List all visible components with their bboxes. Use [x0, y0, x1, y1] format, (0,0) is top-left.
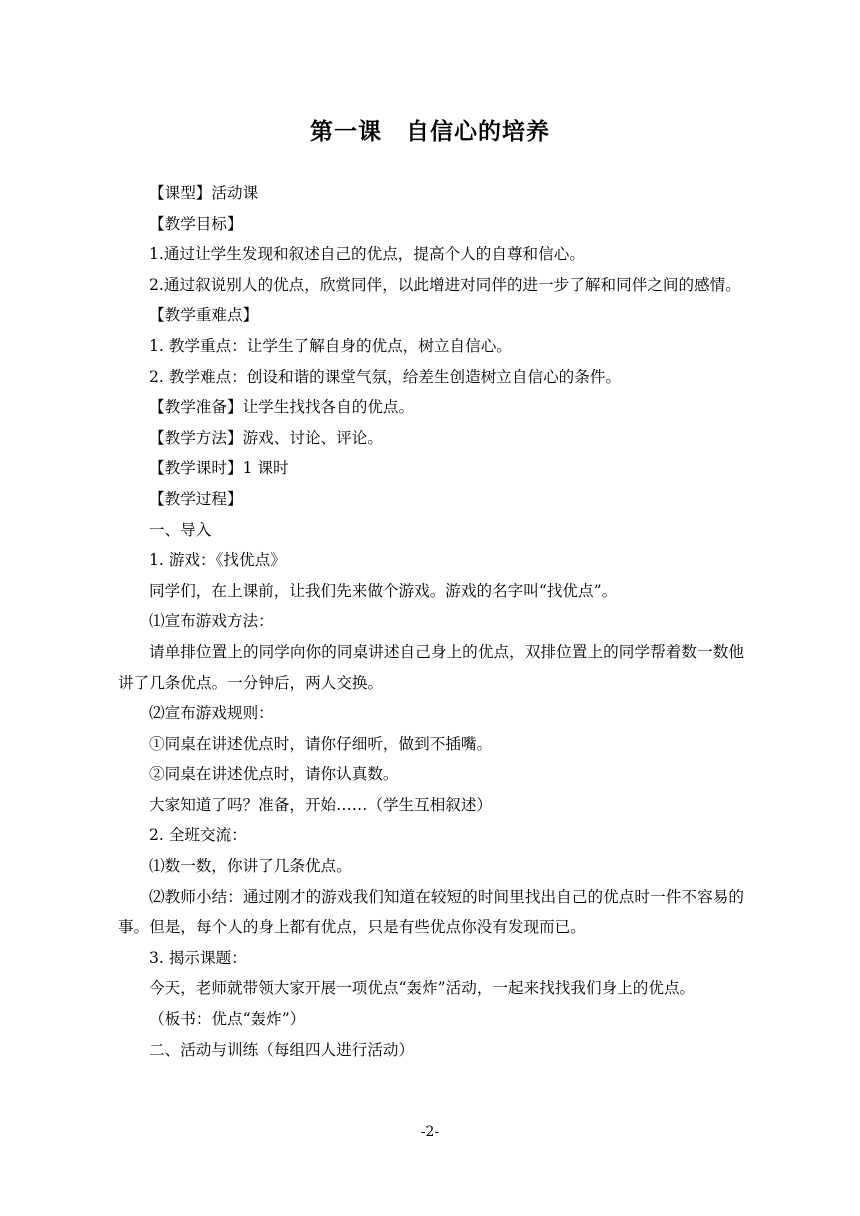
paragraph-difficult-point: 2. 教学难点：创设和谐的课堂气氛，给差生创造树立自信心的条件。 [149, 367, 622, 386]
paragraph-game-title: 1. 游戏：《找优点》 [149, 551, 286, 570]
paragraph-preparation: 【教学准备】让学生找找各自的优点。 [149, 398, 415, 417]
paragraph-key-points-heading: 【教学重难点】 [149, 306, 259, 325]
paragraph-game-rules-heading: ⑵宣布游戏规则： [149, 704, 274, 723]
paragraph-reveal-topic: 3. 揭示课题： [149, 948, 247, 967]
paragraph-game-intro: 同学们，在上课前，让我们先来做个游戏。游戏的名字叫“找优点”。 [149, 581, 618, 600]
page-number: -2- [420, 1124, 440, 1140]
document-body [118, 178, 744, 1065]
paragraph-lesson-type: 【课型】活动课 [149, 184, 259, 202]
page-title: 第一课 自信心的培养 [310, 119, 550, 145]
paragraph-objective-2: 2.通过叙说别人的优点，欣赏同伴，以此增进对同伴的进一步了解和同伴之间的感情。 [149, 275, 741, 294]
paragraph-methods: 【教学方法】游戏、讨论、评论。 [149, 428, 383, 447]
paragraph-objective-1: 1.通过让学生发现和叙述自己的优点，提高个人的自尊和信心。 [149, 245, 585, 264]
paragraph-class-exchange: 2. 全班交流： [149, 826, 247, 845]
paragraph-game-start: 大家知道了吗？准备，开始……（学生互相叙述） [149, 795, 493, 814]
paragraph-rule-2: ②同桌在讲述优点时，请你认真数。 [149, 765, 399, 784]
paragraph-rule-1: ①同桌在讲述优点时，请你仔细听，做到不插嘴。 [149, 734, 493, 753]
paragraph-class-hours: 【教学课时】1 课时 [149, 459, 289, 478]
paragraph-section-activity: 二、活动与训练（每组四人进行活动） [149, 1040, 415, 1059]
paragraph-game-method: 请单排位置上的同学向你的同桌讲述自己身上的优点，双排位置上的同学帮着数一数他讲了几条优点。一分钟后，两人交换。 [118, 642, 744, 692]
paragraph-section-intro: 一、导入 [149, 520, 212, 539]
paragraph-blackboard: （板书：优点“轰炸”） [149, 1010, 306, 1029]
paragraph-count: ⑴数一数，你讲了几条优点。 [149, 857, 352, 876]
paragraph-key-point: 1. 教学重点：让学生了解自身的优点，树立自信心。 [149, 336, 512, 355]
paragraph-teacher-summary: ⑵教师小结：通过刚才的游戏我们知道在较短的时间里找出自己的优点时一件不容易的事。但是，每个人的身上都有优点，只是有些优点你没有发现而已。 [118, 887, 744, 937]
paragraph-game-method-heading: ⑴宣布游戏方法： [149, 612, 274, 631]
paragraph-today: 今天，老师就带领大家开展一项优点“轰炸”活动，一起来找找我们身上的优点。 [149, 979, 696, 998]
paragraph-objectives-heading: 【教学目标】 [149, 214, 243, 233]
paragraph-process-heading: 【教学过程】 [149, 489, 243, 508]
